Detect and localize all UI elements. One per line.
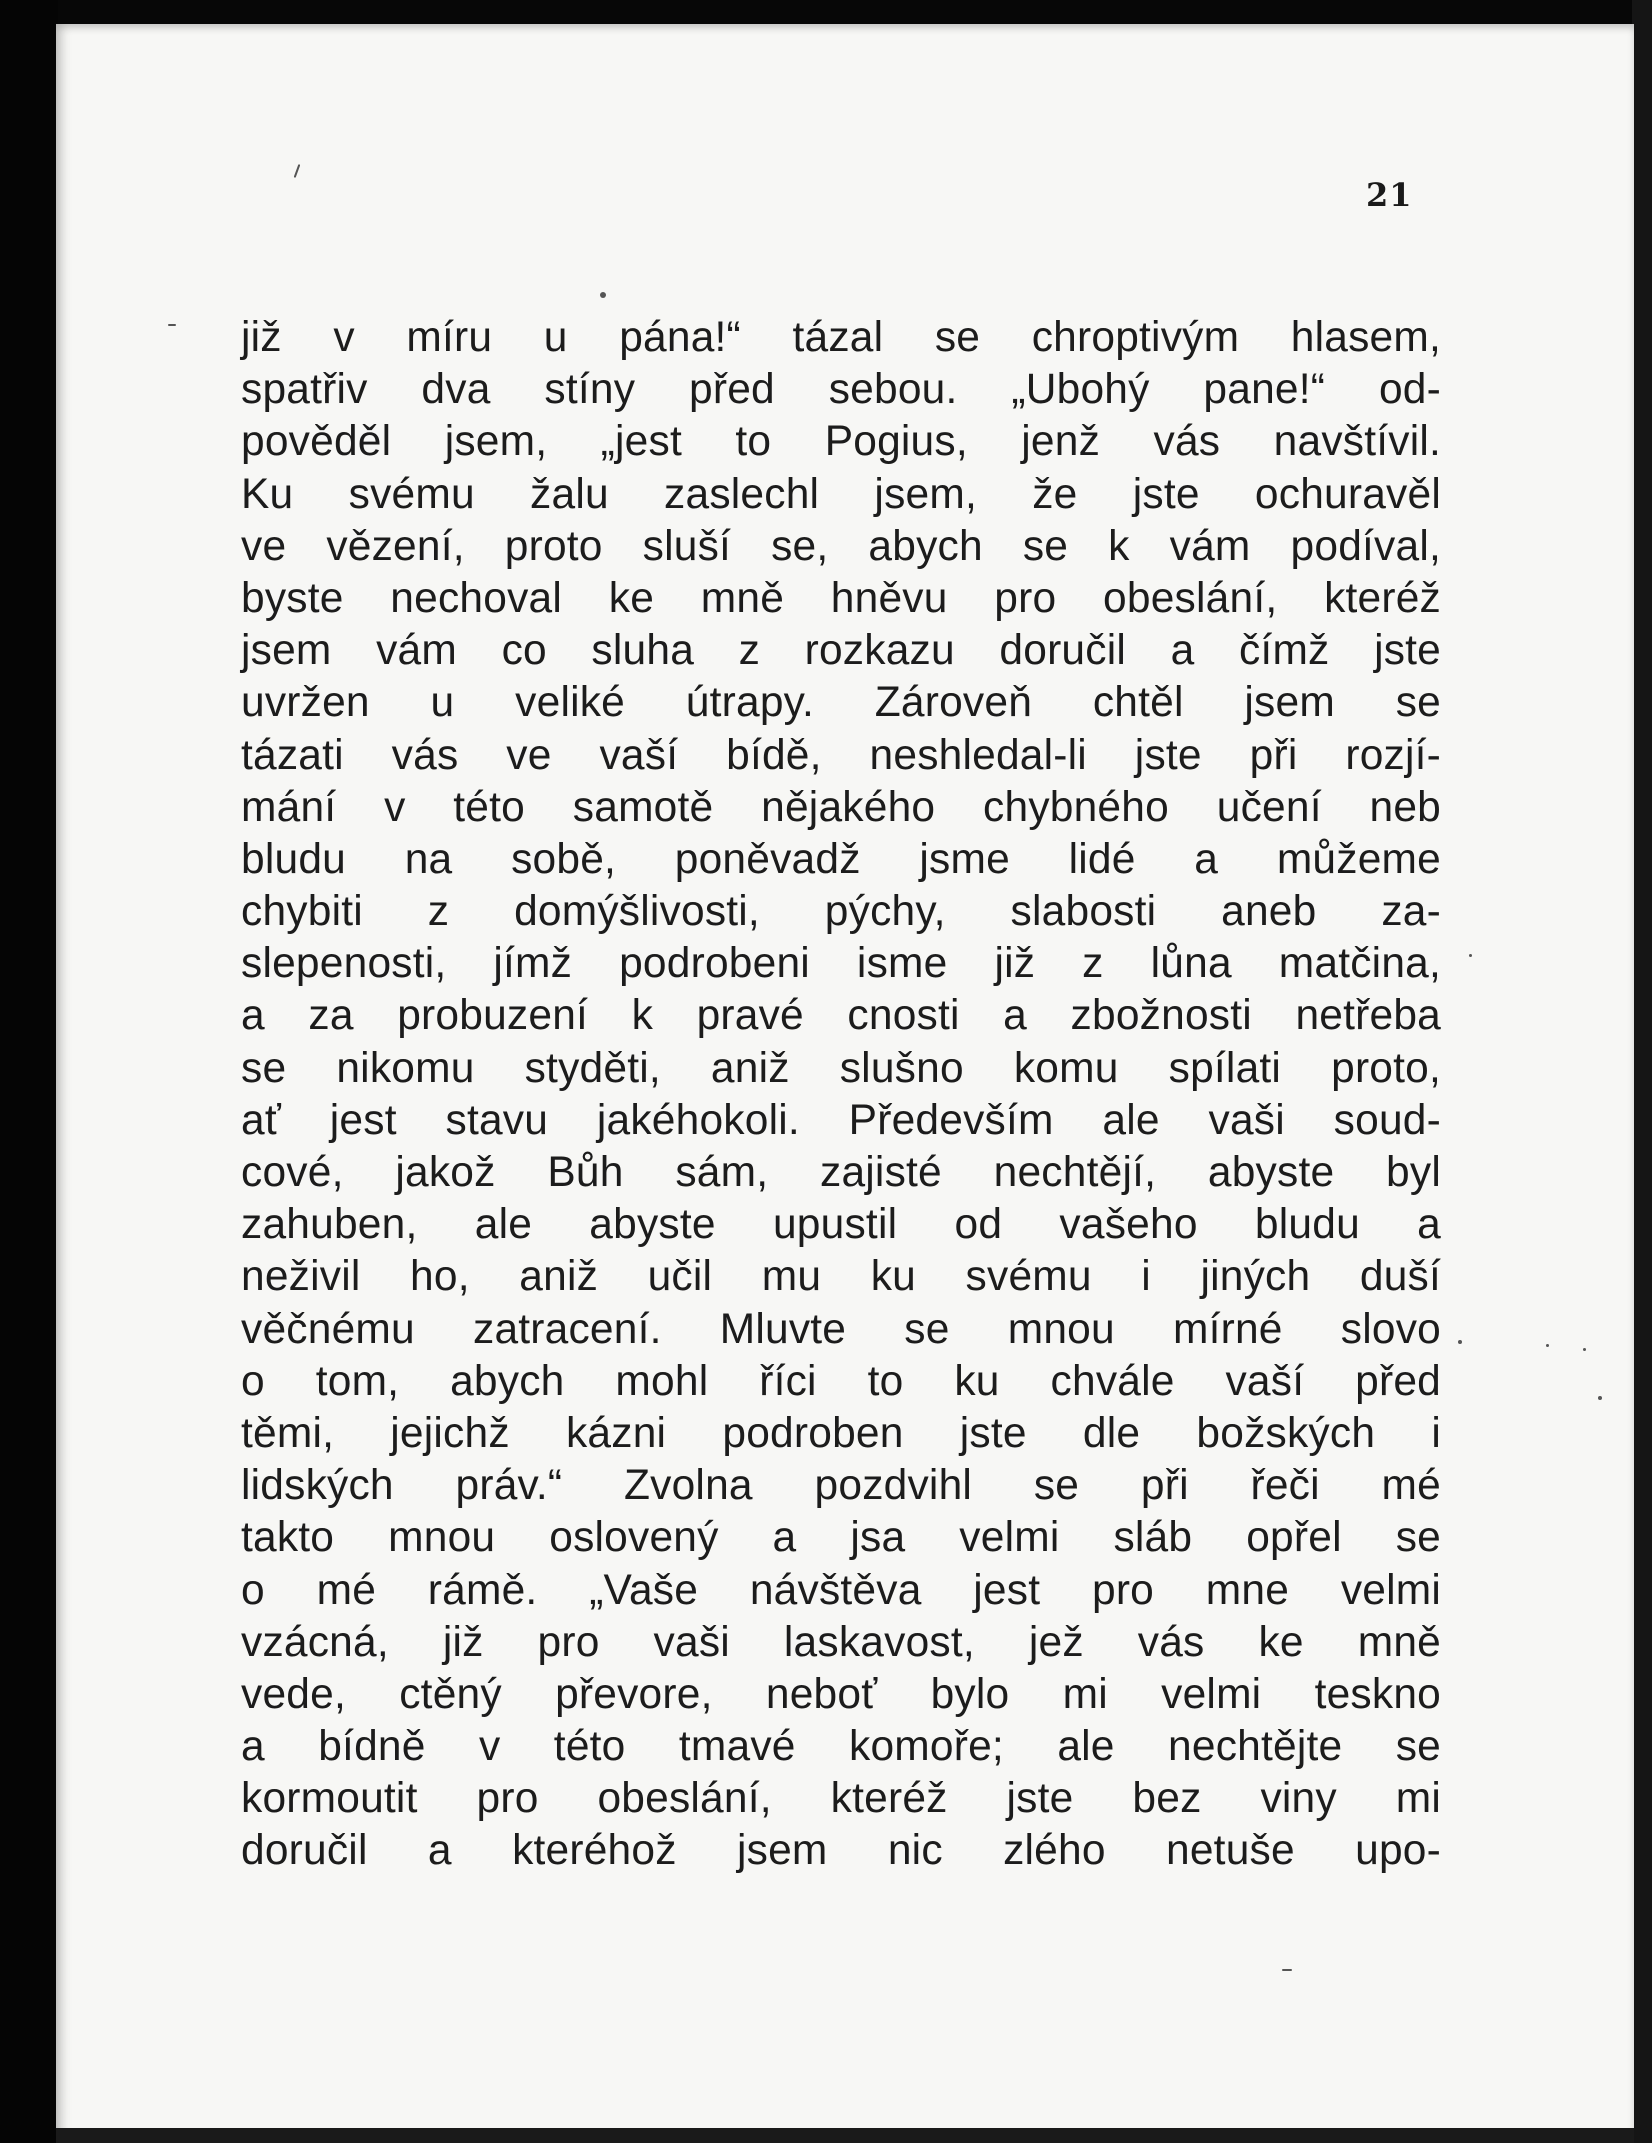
text-line: bludu na sobě, poněvadž jsme lidé a můžeme — [241, 835, 1441, 883]
text-line: zahuben, ale abyste upustil od vašeho bludu a — [241, 1201, 1441, 1249]
text-line: věčnému zatracení. Mluvte se mnou mírné slovo — [241, 1305, 1441, 1353]
scan-border-bottom — [56, 2128, 1634, 2143]
text-line: mání v této samotě nějakého chybného učení neb — [241, 783, 1441, 831]
text-line: byste nechoval ke mně hněvu pro obeslání, kteréž — [241, 574, 1441, 622]
text-line: chybiti z domýšlivosti, pýchy, slabosti aneb za- — [241, 888, 1441, 936]
scan-speck — [1458, 1340, 1462, 1344]
book-page — [56, 24, 1634, 2143]
text-line: doručil a kteréhož jsem nic zlého netuše upo- — [241, 1827, 1441, 1875]
text-line: ve vězení, proto sluší se, abych se k vám podíval, — [241, 522, 1441, 570]
scan-speck — [1469, 954, 1472, 957]
text-line: těmi, jejichž kázni podroben jste dle božských i — [241, 1409, 1441, 1457]
text-line: uvržen u veliké útrapy. Zároveň chtěl jsem se — [241, 679, 1441, 727]
text-line: slepenosti, jímž podrobeni isme již z lůna matčina, — [241, 940, 1441, 988]
body-text — [241, 312, 1441, 1878]
text-line: Ku svému žalu zaslechl jsem, že jste ochuravěl — [241, 470, 1441, 518]
text-line: ať jest stavu jakéhokoli. Především ale vaši soud- — [241, 1096, 1441, 1144]
text-line: tázati vás ve vaší bídě, neshledal-li jste při rozjí- — [241, 731, 1441, 779]
text-line: neživil ho, aniž učil mu ku svému i jiných duší — [241, 1253, 1441, 1301]
scan-border-right — [1632, 0, 1652, 2143]
text-line: se nikomu styděti, aniž slušno komu spílati proto, — [241, 1044, 1441, 1092]
scan-speck — [168, 324, 176, 326]
text-line: kormoutit pro obeslání, kteréž jste bez viny mi — [241, 1775, 1441, 1823]
text-line: spatřiv dva stíny před sebou. „Ubohý pane!“ od- — [241, 366, 1441, 414]
scan-speck — [1282, 1969, 1292, 1971]
text-line: a za probuzení k pravé cnosti a zbožnosti netřeba — [241, 992, 1441, 1040]
scan-speck — [1598, 1396, 1602, 1400]
text-line: vzácná, již pro vaši laskavost, jež vás ke mně — [241, 1618, 1441, 1666]
scan-speck — [294, 164, 301, 178]
text-line: a bídně v této tmavé komoře; ale nechtějte se — [241, 1723, 1441, 1771]
scan-speck — [1546, 1344, 1549, 1347]
text-line: cové, jakož Bůh sám, zajisté nechtějí, abyste byl — [241, 1149, 1441, 1196]
text-line: vede, ctěný převore, neboť bylo mi velmi teskno — [241, 1670, 1441, 1718]
text-line: lidských práv.“ Zvolna pozdvihl se při řeči mé — [241, 1462, 1441, 1510]
text-line: takto mnou oslovený a jsa velmi sláb opřel se — [241, 1514, 1441, 1562]
text-line: o tom, abych mohl říci to ku chvále vaší před — [241, 1357, 1441, 1405]
scan-speck — [600, 292, 606, 298]
page-number: 21 — [1366, 176, 1413, 214]
text-line: pověděl jsem, „jest to Pogius, jenž vás navštívil. — [241, 418, 1441, 466]
text-line: již v míru u pána!“ tázal se chroptivým hlasem, — [241, 314, 1441, 361]
text-line: jsem vám co sluha z rozkazu doručil a čímž jste — [241, 627, 1441, 675]
scan-speck — [1583, 1348, 1586, 1351]
scan-border-left — [0, 0, 58, 2143]
text-line: o mé rámě. „Vaše návštěva jest pro mne velmi — [241, 1566, 1441, 1614]
